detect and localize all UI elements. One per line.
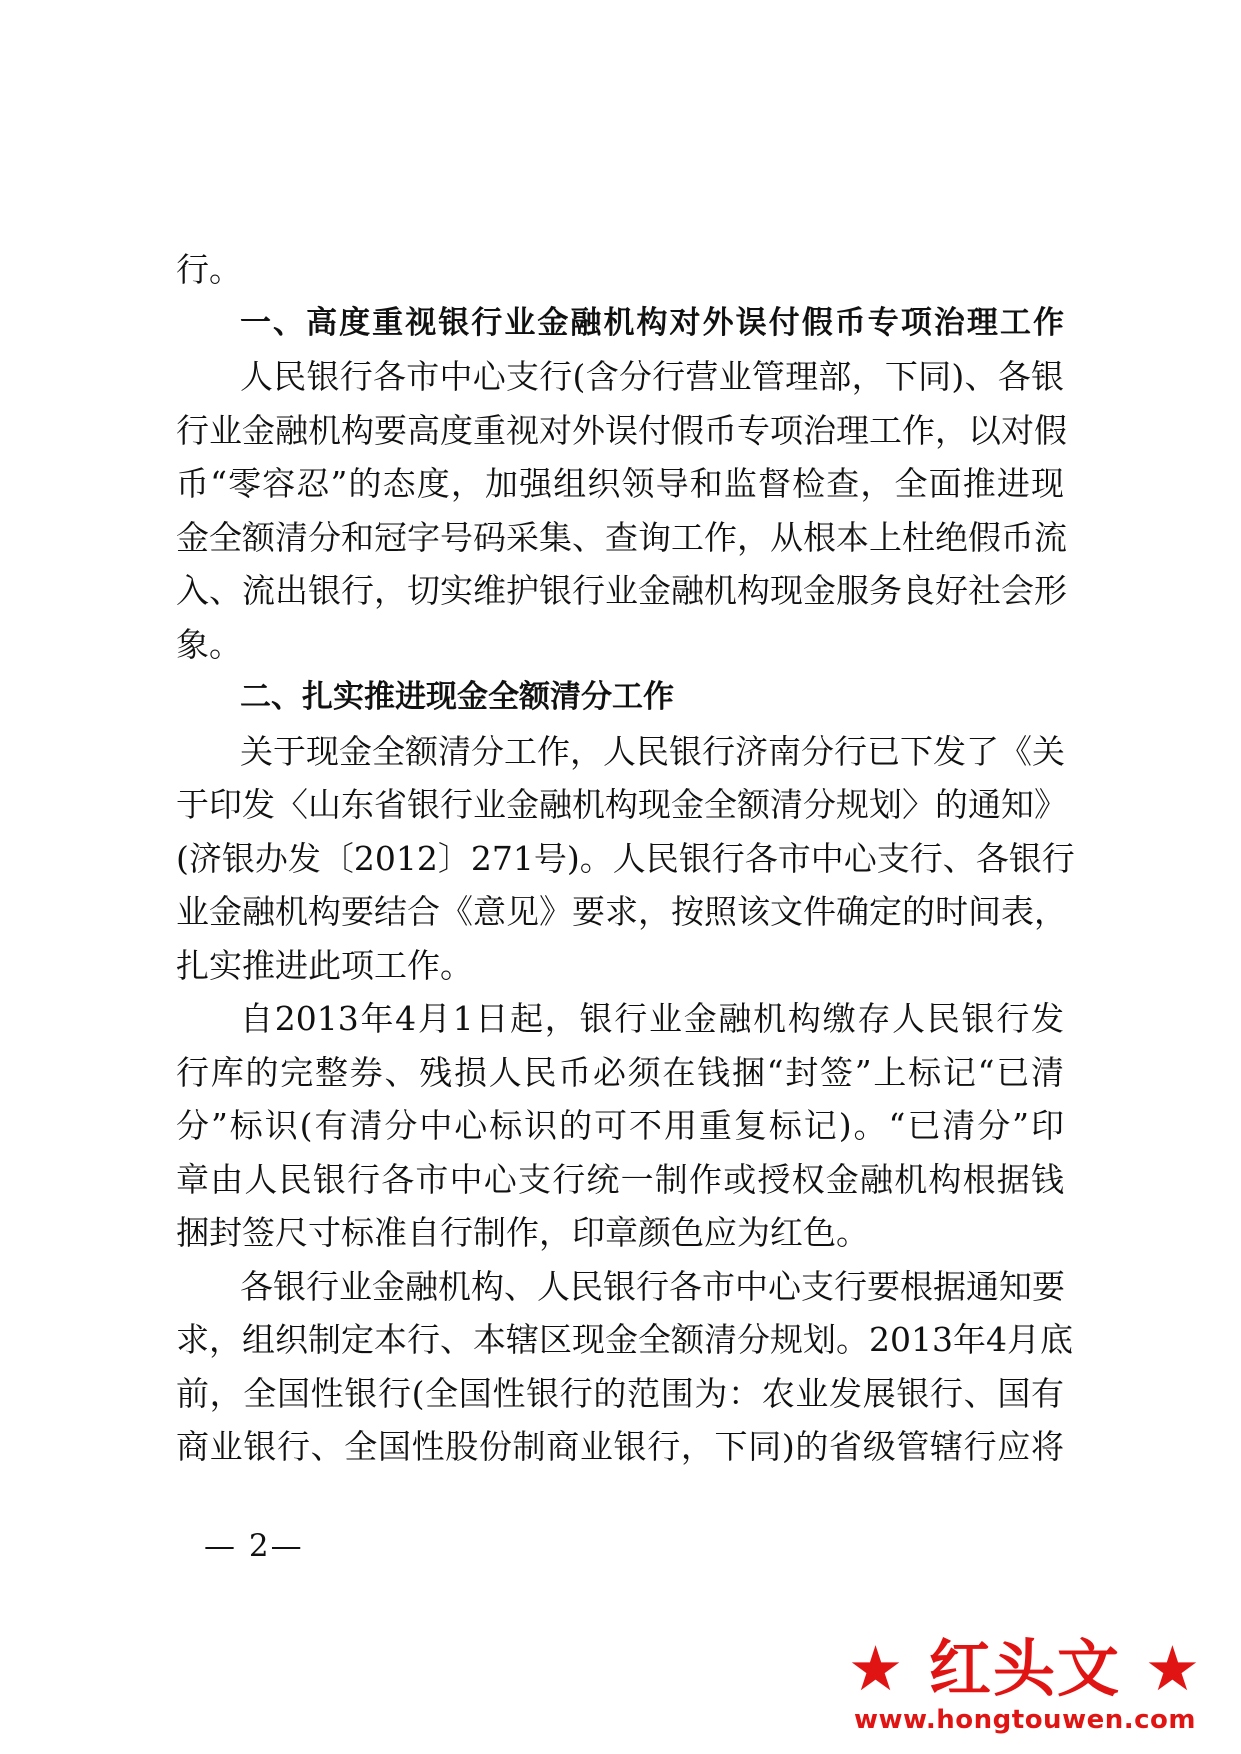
text-line: 商业银行、全国性股份制商业银行，下同)的省级管辖行应将 xyxy=(176,1427,1064,1466)
text-line: 行。 xyxy=(176,250,242,289)
watermark-title-row xyxy=(835,1634,1215,1704)
watermark xyxy=(835,1634,1215,1736)
text-line: 入、流出银行，切实维护银行业金融机构现金服务良好社会形 xyxy=(176,571,1067,610)
star-icon: ★ xyxy=(847,1632,906,1705)
text-line: 金全额清分和冠字号码采集、查询工作，从根本上杜绝假币流 xyxy=(176,517,1067,557)
watermark-title: 红头文 xyxy=(928,1632,1121,1705)
star-icon: ★ xyxy=(1144,1632,1203,1705)
watermark-url: www.hongtouwen.com xyxy=(854,1705,1196,1735)
text-line: 关于现金全额清分工作，人民银行济南分行已下发了《关 xyxy=(240,731,1065,771)
text-line: (济银办发〔2012〕271号)。人民银行各市中心支行、各银行 xyxy=(176,838,1075,878)
text-line: 前，全国性银行(全国性银行的范围为：农业发展银行、国有 xyxy=(176,1373,1064,1413)
text-line: 捆封签尺寸标准自行制作，印章颜色应为红色。 xyxy=(176,1213,869,1252)
text-line: 各银行业金融机构、人民银行各市中心支行要根据通知要 xyxy=(240,1266,1065,1306)
text-line: 业金融机构要结合《意见》要求，按照该文件确定的时间表， xyxy=(176,892,1067,931)
text-line: 求，组织制定本行、本辖区现金全额清分规划。2013年4月底 xyxy=(176,1320,1073,1359)
text-line: 于印发〈山东省银行业金融机构现金全额清分规划〉的通知》 xyxy=(176,785,1067,824)
section-heading: 二、扎实推进现金全额清分工作 xyxy=(240,679,674,715)
text-line: 象。 xyxy=(176,624,242,664)
section-heading: 一、高度重视银行业金融机构对外误付假币专项治理工作 xyxy=(240,304,1064,341)
text-line: 币“零容忍”的态度，加强组织领导和监督检查，全面推进现 xyxy=(176,464,1064,503)
page-number: — 2— xyxy=(204,1528,304,1564)
document-body xyxy=(176,243,1075,1474)
text-line: 行业金融机构要高度重视对外误付假币专项治理工作，以对假 xyxy=(176,410,1067,450)
text-line: 自2013年4月1日起，银行业金融机构缴存人民银行发 xyxy=(240,999,1064,1038)
text-line: 行库的完整券、残损人民币必须在钱捆“封签”上标记“已清 xyxy=(176,1052,1064,1092)
text-line: 人民银行各市中心支行(含分行营业管理部，下同)、各银 xyxy=(240,357,1064,396)
text-line: 分”标识(有清分中心标识的可不用重复标记)。“已清分”印 xyxy=(176,1106,1064,1145)
text-line: 章由人民银行各市中心支行统一制作或授权金融机构根据钱 xyxy=(176,1159,1064,1199)
text-line: 扎实推进此项工作。 xyxy=(176,945,473,985)
